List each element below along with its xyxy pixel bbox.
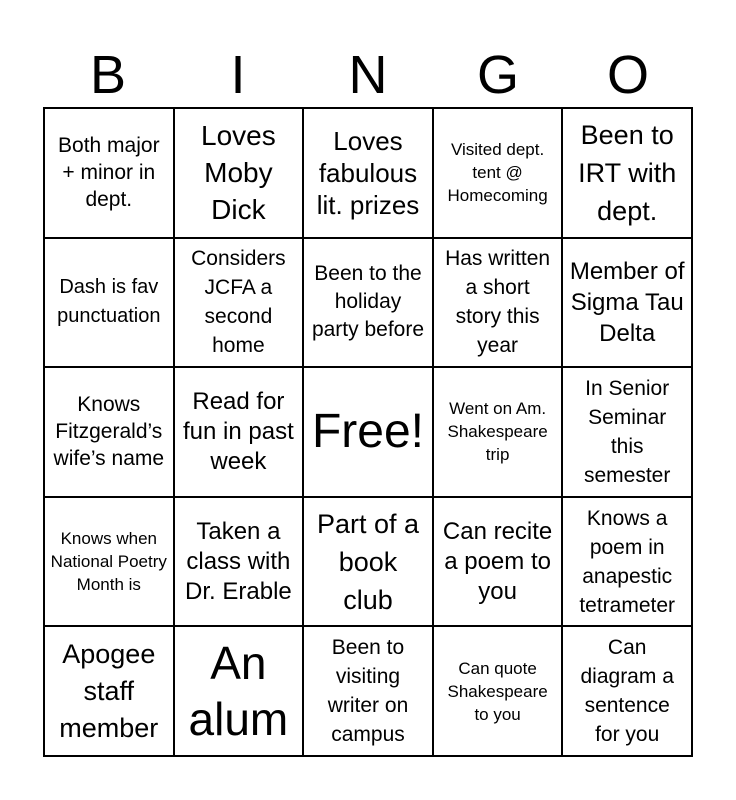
header-letter-i: I [230, 45, 246, 105]
header-letter-n: N [348, 45, 388, 105]
bingo-cell[interactable] [562, 497, 692, 627]
bingo-cell[interactable] [44, 367, 174, 497]
bingo-cell[interactable] [44, 108, 174, 238]
cell-text: Been to visiting writer on campus [327, 636, 409, 747]
cell-text: Loves fabulous lit. prizes [316, 125, 420, 220]
bingo-cell[interactable] [303, 626, 433, 756]
bingo-cell[interactable] [433, 497, 563, 627]
cell-text: Dash is fav punctuation [57, 276, 161, 328]
bingo-cell[interactable] [303, 108, 433, 238]
cell-text: Can quote Shakespeare to you [447, 658, 548, 724]
header-letter-g: G [476, 45, 519, 105]
cell-text: Went on Am. Shakespeare trip [447, 399, 548, 465]
bingo-cell[interactable] [303, 367, 433, 497]
cell-text: Can diagram a sentence for you [580, 636, 674, 747]
cell-text: Part of a book club [316, 508, 420, 615]
bingo-header [43, 42, 693, 108]
cell-text: Can recite a poem to you [442, 517, 553, 605]
cell-text: In Senior Seminar this semester [584, 376, 671, 487]
cell-text: Apogee staff member [59, 638, 159, 743]
cell-text: An alum [188, 637, 289, 746]
bingo-cell[interactable] [174, 238, 304, 368]
cell-text: Read for fun in past week [183, 387, 294, 475]
bingo-cell[interactable] [433, 108, 563, 238]
bingo-cell[interactable] [303, 497, 433, 627]
bingo-cell[interactable] [174, 108, 304, 238]
cell-text: Taken a class with Dr. Erable [185, 517, 292, 605]
bingo-cell[interactable] [303, 238, 433, 368]
bingo-cell[interactable] [562, 238, 692, 368]
cell-text: Both major + minor in dept. [58, 134, 160, 212]
bingo-cell[interactable] [174, 367, 304, 497]
cell-text: Free! [311, 404, 424, 458]
cell-text: Knows a poem in anapestic tetrameter [579, 506, 676, 617]
cell-text: Knows Fitzgerald’s wife’s name [53, 393, 165, 471]
bingo-cell[interactable] [433, 626, 563, 756]
bingo-cell[interactable] [562, 367, 692, 497]
bingo-cell[interactable] [562, 626, 692, 756]
cell-text: Been to IRT with dept. [578, 119, 677, 226]
bingo-cell[interactable] [562, 108, 692, 238]
cell-text: Knows when National Poetry Month is [50, 529, 167, 595]
bingo-cell[interactable] [44, 626, 174, 756]
header-letter-o: O [606, 45, 649, 105]
bingo-cell[interactable] [433, 367, 563, 497]
cell-text: Loves Moby Dick [201, 120, 276, 226]
cell-text: Visited dept. tent @ Homecoming [447, 140, 548, 206]
cell-text: Considers JCFA a second home [191, 247, 286, 358]
cell-text: Member of Sigma Tau Delta [569, 257, 685, 347]
bingo-cell[interactable] [174, 626, 304, 756]
header-letter-b: B [89, 45, 127, 105]
bingo-board [43, 107, 693, 757]
bingo-cell[interactable] [44, 238, 174, 368]
bingo-cell[interactable] [44, 497, 174, 627]
bingo-cell[interactable] [433, 238, 563, 368]
bingo-cell[interactable] [174, 497, 304, 627]
cell-text: Has written a short story this year [445, 247, 551, 358]
cell-text: Been to the holiday party before [311, 262, 425, 342]
